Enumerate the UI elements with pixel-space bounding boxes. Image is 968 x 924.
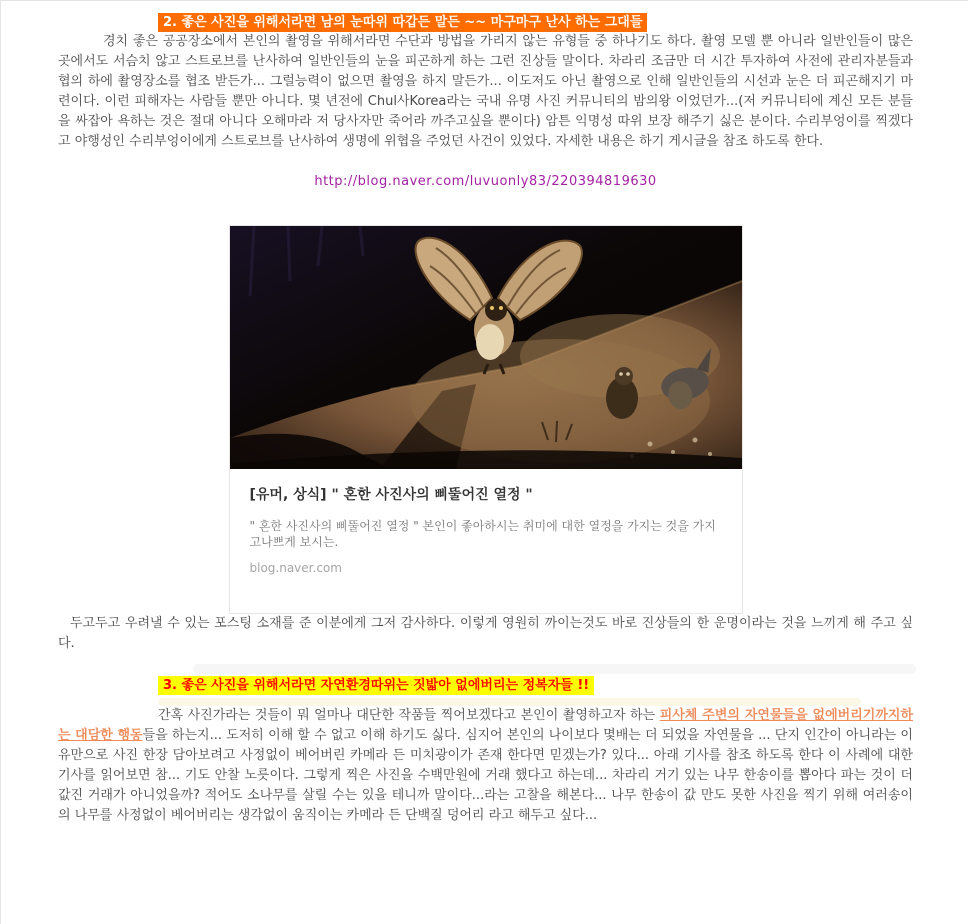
link-preview-card[interactable] (229, 225, 743, 614)
section3-paragraph (58, 706, 913, 826)
section2-paragraph: 경치 좋은 공공장소에서 본인의 촬영을 위해서라면 수단과 방법을 가리지 않는 유형들 중 하나기도 하다. 촬영 모델 뿐 아니라 일반인들이 많은 곳에서도 서슴치 않고 스트로브를 난사하여 일반인들의 눈을 피곤하게 하는 그런 진상들 말이다. 차라리 조금만 더 시간 투자하여 사전에 관리자분들과 협의 하에 촬영장소를 협조 받든가... 그럴능력이 없으면 촬영을 하지 말든가... 이도저도 아닌 촬영으로 인해 일반인들의 시선과 눈은 더 피곤해지기 마련이다. 이런 피해자는 사람들 뿐만 아니다. 몇 년전에 Chul사Korea라는 국내 유명 사진 커뮤니티의 밤의왕 이었던가...(저 커뮤니티에 계신 모든 분들을 싸잡아 욕하는 것은 절대 아니다 오해마라 저 당사자만 죽어라 까주고싶을 뿐이다) 암튼 익명성 따위 보장 해주기 싫은 분이다. 수리부엉이를 찍겠다고 야행성인 수리부엉이에게 스트로브를 난사하여 생명에 위협을 주었던 사건이 있었다. 자세한 내용은 하기 게시글을 참조 하도록 한다. (58, 34, 913, 149)
empty-highlight-bar-cream (158, 698, 861, 706)
empty-highlight-bar-gray (193, 664, 916, 674)
section3-paragraph-seg3: 들을 하는지... 도저히 이해 할 수 없고 이해 하기도 싫다. 심지어 본인의 나이보다 몇배는 더 되었을 자연물을 ... 단지 인간이 아니라는 이유만으로 사진 한장 담아보려고 사정없이 베어버린 카메라 든 미치광이가 존재 한다면 믿겠는가? 있다... 아래 기사를 참조 하도록 한다 이 사례에 대한 기사를 읽어보면 참... 기도 안찰 노릇이다. 그렇게 찍은 사진을 수백만원에 거래 했다고 하는데... 차라리 거기 있는 나무 한송이를 뽑아다 파는 것이 더 값진 거래가 아니었을까? 적어도 소나무를 살릴 수는 있을 테니까 말이다...라는 고찰을 해본다... 나무 한송이 값 만도 못한 사진을 찍기 위해 여러송이의 나무를 사정없이 베어버리는 생각없이 움직이는 카메라 든 단백질 덩어리 라고 해두고 싶다... (58, 728, 913, 823)
card-body (230, 469, 742, 613)
section3-heading-row (58, 676, 913, 695)
blog-post-link[interactable]: http://blog.naver.com/luvuonly83/220394819630 (314, 174, 657, 189)
section2-closing-paragraph: 두고두고 우려낼 수 있는 포스팅 소재를 준 이분에게 그저 감사하다. 이렇게 영원히 까이는것도 바로 진상들의 한 운명이라는 것을 느끼게 해 주고 싶다. (58, 616, 913, 651)
section3-paragraph-seg1: 간혹 사진가라는 것들이 뭐 얼마나 대단한 작품들 찍어보겠다고 본인이 촬영하고자 하는 (158, 708, 660, 723)
post-link-row (58, 174, 913, 189)
section2-heading-row (58, 13, 913, 32)
section3-heading: 3. 좋은 사진을 위해서라면 자연환경따위는 짓밟아 없에버리는 정복자들 !! (158, 676, 594, 695)
section3-highlighted-phrase: 피사체 주변의 자연물들을 없에버리기까지하는 대담한 행동 (58, 708, 913, 743)
owl-photo-image (230, 226, 742, 469)
section2-heading: 2. 좋은 사진을 위해서라면 남의 눈따위 따갑든 말든 ~~ 마구마구 난사 하는 그대들 (158, 13, 647, 32)
card-domain: blog.naver.com (249, 561, 342, 575)
card-title: [유머, 상식] " 혼한 사진사의 삐뚤어진 열정 " (249, 487, 533, 503)
card-description: " 혼한 사진사의 삐뚤어진 열정 " 본인이 좋아하시는 취미에 대한 열정을 가지는 것을 가지고나쁘게 보시는. (249, 519, 716, 549)
